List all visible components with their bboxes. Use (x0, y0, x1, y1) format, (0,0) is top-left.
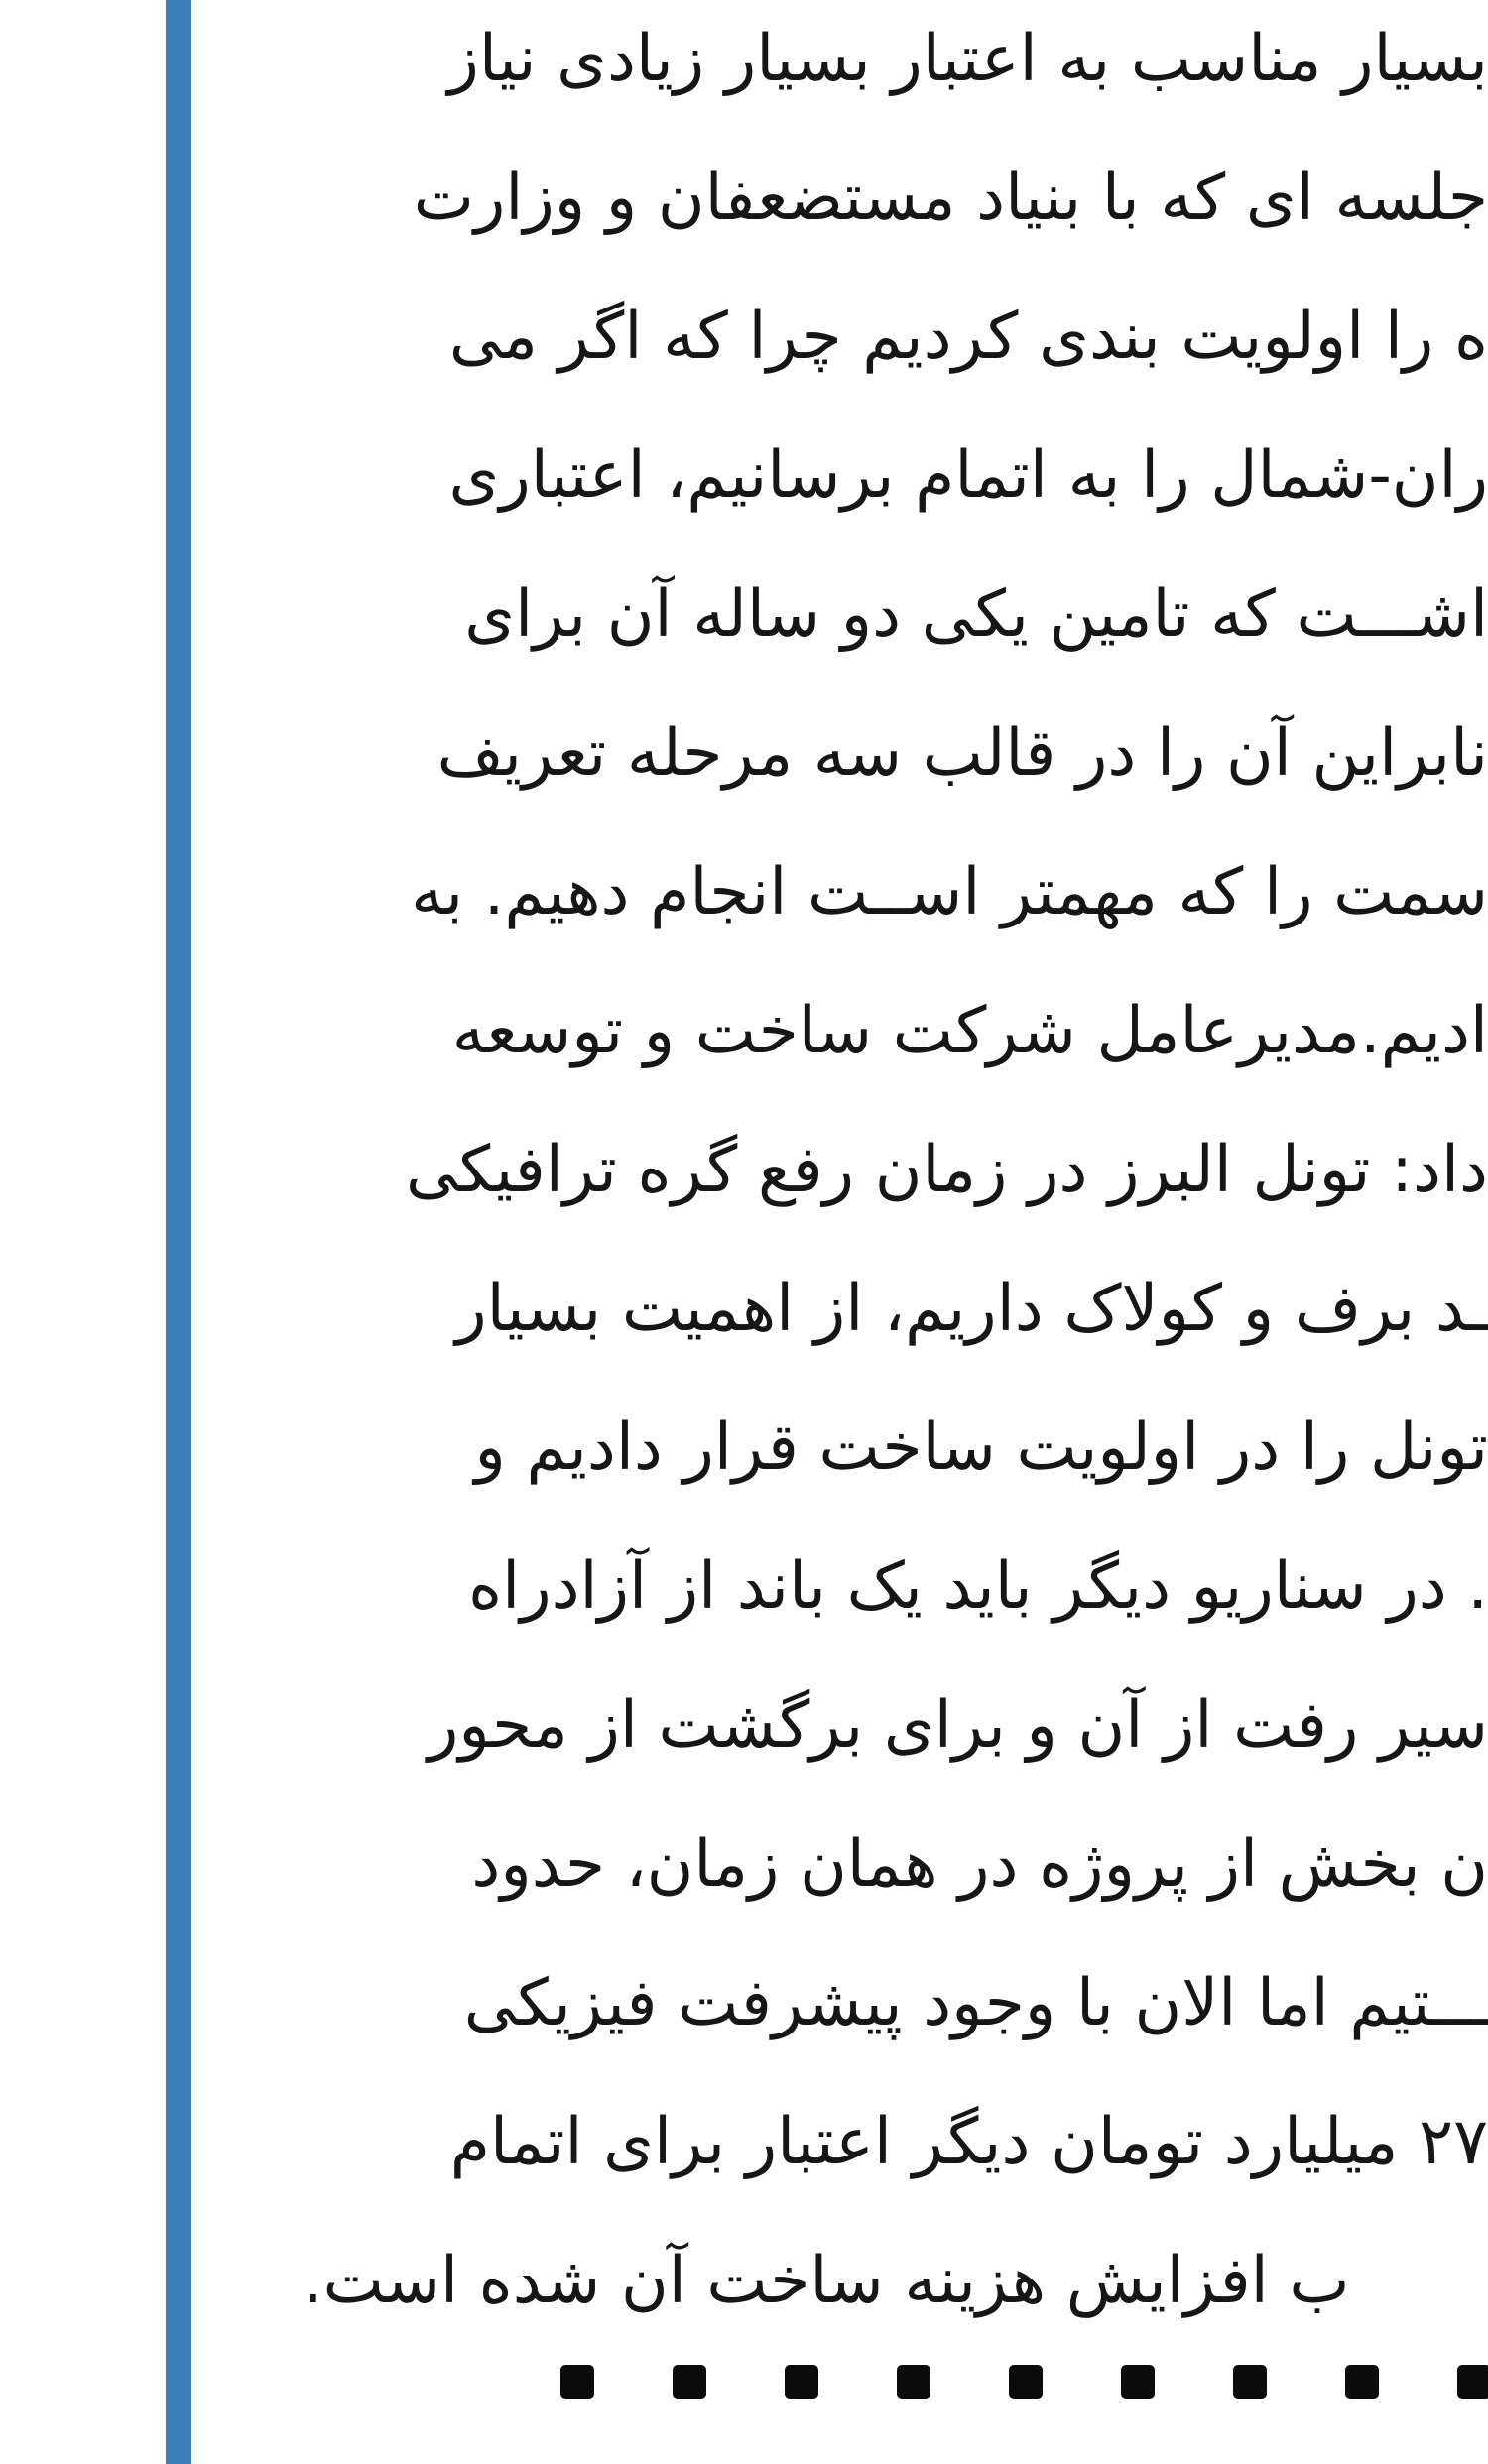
article-line: ه را اولویت بندی کردیم چرا که اگر می (448, 300, 1488, 374)
separator-dot (1121, 2365, 1155, 2399)
article-line: ران-شمال را به اتمام برسانیم، اعتباری (448, 438, 1488, 513)
article-line: ۲۷ میلیارد تومان دیگر اعتبار برای اتمام (449, 2105, 1488, 2179)
article-line: نابراین آن را در قالب سه مرحله تعریف (436, 716, 1488, 791)
article-line-last-text: ب افزایش هزینه ساخت آن شده است. (303, 2244, 1350, 2318)
article-line: بسیار مناسب به اعتبار بسیار زیادی نیاز (447, 22, 1488, 96)
separator-dot (785, 2365, 818, 2399)
separator-dot (1457, 2365, 1488, 2399)
article-line-last (248, 2222, 1488, 2341)
article-line: تونل را در اولویت ساخت قرار دادیم و (474, 1411, 1488, 1485)
left-blue-border (166, 0, 191, 2464)
separator-dot (1233, 2365, 1267, 2399)
separator-dot (1345, 2365, 1379, 2399)
dot-separator (546, 2351, 1488, 2410)
separator-dot (897, 2365, 930, 2399)
article-line: جلسه ای که با بنیاد مستضعفان و وزارت (413, 161, 1488, 235)
article-line: داد: تونل البرز در زمان رفع گره ترافیکی (406, 1133, 1488, 1207)
article-line: اشـــت که تامین یکی دو ساله آن برای (464, 577, 1488, 652)
article-line: ـــتیم اما الان با وجود پیشرفت فیزیکی (463, 1966, 1488, 2040)
article-line: سمت را که مهمتر اســت انجام دهیم. به (411, 855, 1488, 929)
article-line: ـد برف و کولاک داریم، از اهمیت بسیار (455, 1272, 1488, 1346)
separator-dot (1009, 2365, 1043, 2399)
article-line: ادیم.مدیرعامل شرکت ساخت و توسعه (451, 994, 1488, 1068)
separator-dot (673, 2365, 706, 2399)
article-line: ن بخش از پروژه در همان زمان، حدود (471, 1827, 1488, 1902)
article-line: . در سناریو دیگر باید یک باند از آزادراه (468, 1549, 1488, 1624)
separator-dot (560, 2365, 594, 2399)
article-line: سیر رفت از آن و برای برگشت از محور (428, 1688, 1488, 1763)
article-text-column (248, 0, 1488, 2381)
